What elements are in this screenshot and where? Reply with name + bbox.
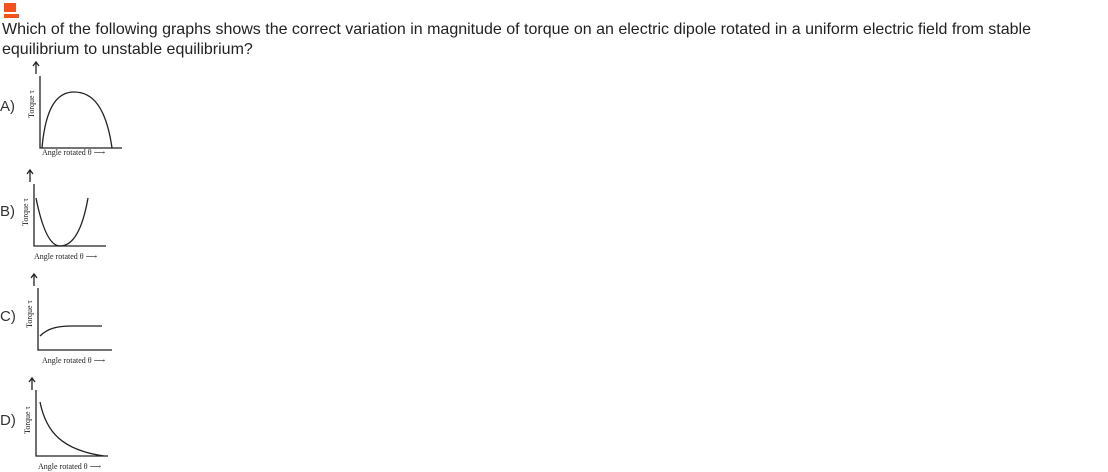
question-badge-icon [2, 2, 20, 20]
option-c-label: C) [0, 308, 16, 325]
torque-curve [36, 198, 88, 246]
axes [34, 184, 106, 246]
option-d-graph [18, 376, 128, 472]
option-d[interactable] [0, 376, 140, 472]
option-a[interactable] [0, 60, 140, 160]
option-c[interactable] [0, 272, 140, 372]
x-axis-label: Angle rotated θ ⟶ [42, 148, 106, 157]
option-a-graph [22, 60, 132, 160]
option-b-graph [16, 168, 126, 268]
torque-curve [40, 326, 102, 336]
option-d-label: D) [0, 412, 16, 429]
x-axis-label: Angle rotated θ ⟶ [38, 462, 102, 471]
option-a-label: A) [0, 98, 15, 115]
option-b[interactable] [0, 168, 140, 268]
y-axis-label: Torque τ [23, 406, 32, 434]
axes [38, 288, 112, 350]
torque-curve [40, 402, 104, 456]
option-c-graph [20, 272, 130, 372]
y-axis-label: Torque τ [27, 90, 36, 118]
y-axis-label: Torque τ [25, 300, 34, 328]
x-axis-label: Angle rotated θ ⟶ [42, 356, 106, 365]
y-axis-label: Torque τ [21, 198, 30, 226]
option-b-label: B) [0, 203, 15, 220]
x-axis-label: Angle rotated θ ⟶ [34, 252, 98, 261]
question-text: Which of the following graphs shows the correct variation in magnitude of torque on an electric dipole rotated in a uniform electric field from stable equilibrium to unstable equilibrium? [2, 21, 1031, 58]
torque-curve [42, 92, 112, 148]
